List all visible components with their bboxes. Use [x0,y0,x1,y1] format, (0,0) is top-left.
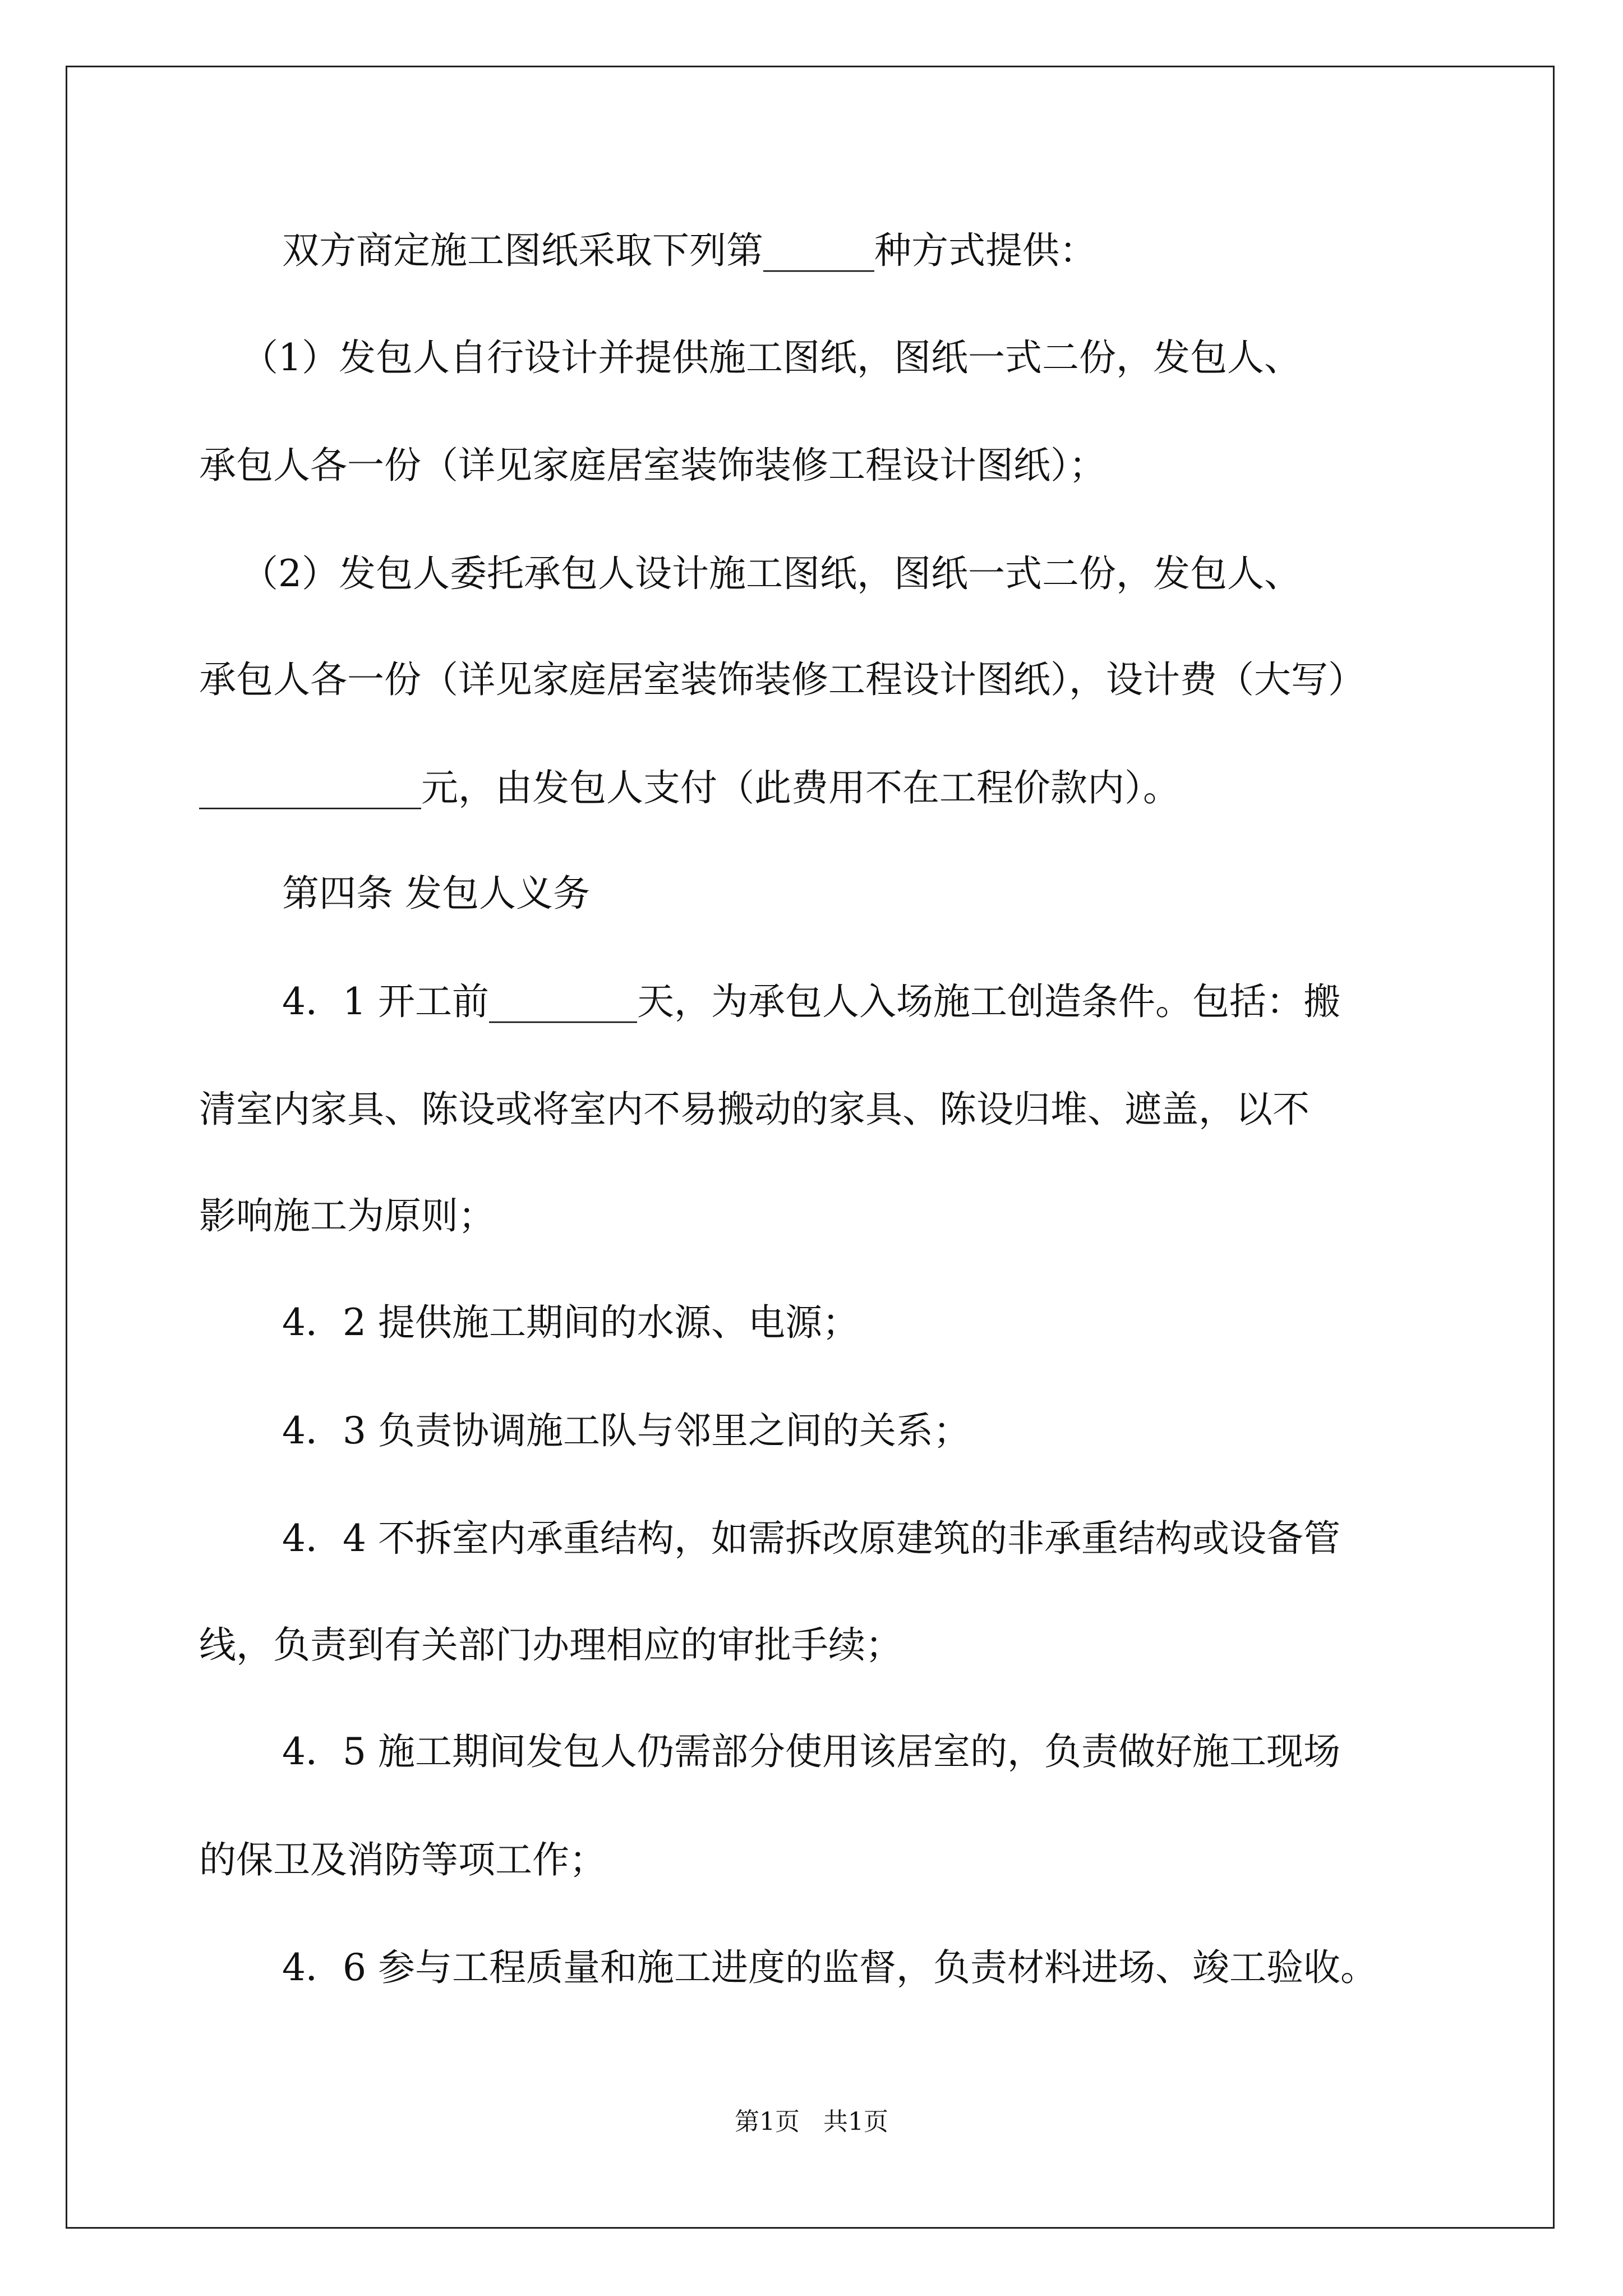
text-line: （1）发包人自行设计并提供施工图纸，图纸一式二份，发包人、 [241,336,1301,379]
text-line: ____________元，由发包人支付（此费用不在工程价款内）。 [199,766,1180,809]
text-line: 承包人各一份（详见家庭居室装饰装修工程设计图纸）； [199,444,1106,487]
text-line: 4．5 施工期间发包人仍需部分使用该居室的，负责做好施工现场 [282,1730,1340,1773]
text-line: 4．6 参与工程质量和施工进度的监督，负责材料进场、竣工验收。 [282,1946,1377,1989]
text-line: （2）发包人委托承包人设计施工图纸，图纸一式二份，发包人、 [241,552,1301,595]
text-line: 的保卫及消防等项工作； [199,1838,606,1881]
text-line: 双方商定施工图纸采取下列第______种方式提供： [282,229,1096,272]
page-footer: 第1页 共1页 [735,2108,888,2136]
text-line: 4．1 开工前________天，为承包人入场施工创造条件。包括：搬 [282,980,1340,1023]
text-line: 4．4 不拆室内承重结构，如需拆改原建筑的非承重结构或设备管 [282,1517,1340,1560]
text-line: 线，负责到有关部门办理相应的审批手续； [199,1623,902,1667]
text-line: 4．3 负责协调施工队与邻里之间的关系； [282,1409,970,1452]
text-line: 清室内家具、陈设或将室内不易搬动的家具、陈设归堆、遮盖，以不 [199,1088,1310,1131]
text-line: 承包人各一份（详见家庭居室装饰装修工程设计图纸），设计费（大写） [199,658,1365,701]
text-line: 4．2 提供施工期间的水源、电源； [282,1301,859,1344]
page-border [66,66,1555,2229]
text-line: 影响施工为原则； [199,1194,495,1237]
section-heading: 第四条 发包人义务 [282,872,590,915]
